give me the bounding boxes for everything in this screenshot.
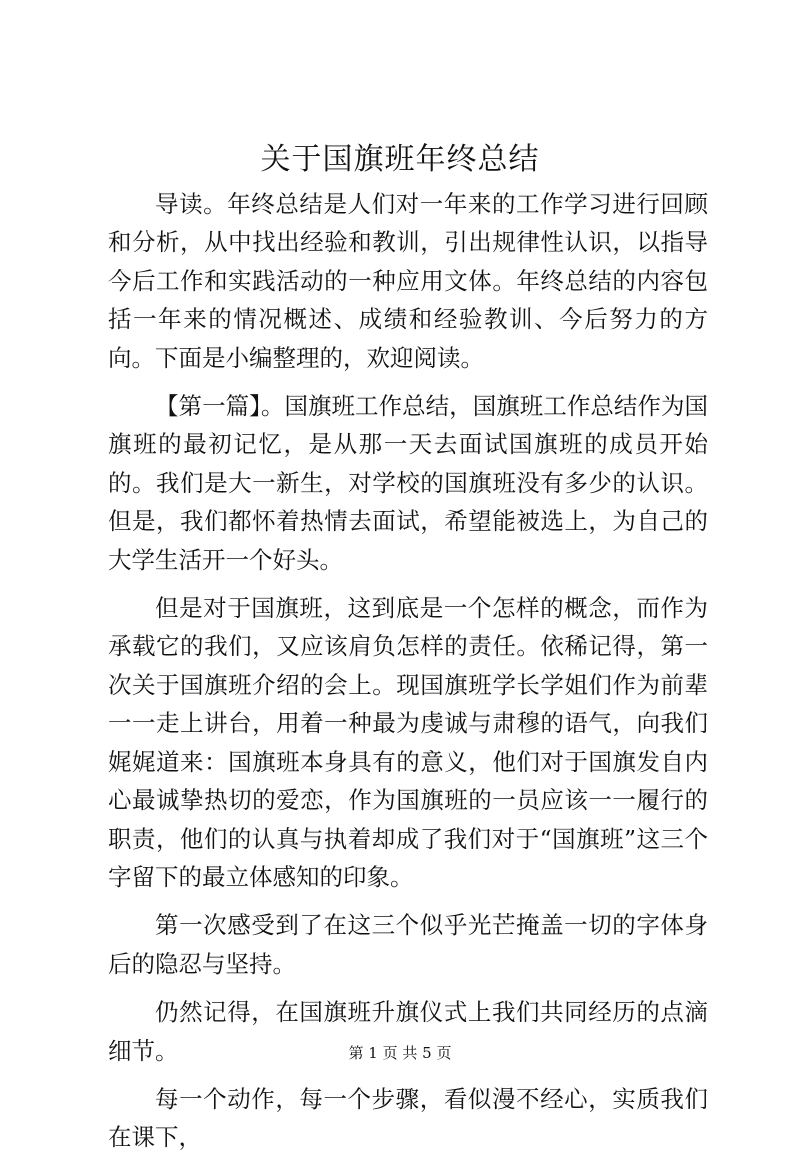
paragraph-first-feeling: 第一次感受到了在这三个似乎光芒掩盖一切的字体身后的隐忍与坚持。 xyxy=(108,911,708,978)
paragraph-first-section: 【第一篇】。国旗班工作总结，国旗班工作总结作为国旗班的最初记忆，是从那一天去面试国旗班的成员开始的。我们是大一新生，对学校的国旗班没有多少的认识。但是，我们都怀着热情去面试，希望能被选上，为自己的大学生活开一个好头。 xyxy=(108,392,708,574)
paragraph-memory: 仍然记得，在国旗班升旗仪式上我们共同经历的点滴细节。 xyxy=(108,998,708,1065)
page-number-footer: 第 1 页 共 5 页 xyxy=(348,1044,452,1062)
document-title: 关于国旗班年终总结 xyxy=(260,142,540,177)
document-body xyxy=(108,185,708,1157)
paragraph-actions: 每一个动作，每一个步骤，看似漫不经心，实质我们在课下， xyxy=(108,1084,708,1152)
paragraph-intro: 导读。年终总结是人们对一年来的工作学习进行回顾和分析，从中找出经验和教训，引出规律性认识，以指导今后工作和实践活动的一种应用文体。年终总结的内容包括一年来的情况概述、成绩和经验教训、今后努力的方向。下面是小编整理的，欢迎阅读。 xyxy=(108,190,708,372)
paragraph-concept: 但是对于国旗班，这到底是一个怎样的概念，而作为承载它的我们，又应该肩负怎样的责任。依稀记得，第一次关于国旗班介绍的会上。现国旗班学长学姐们作为前辈一一走上讲台，用着一种最为虔诚与肃穆的语气，向我们娓娓道来：国旗班本身具有的意义，他们对于国旗发自内心最诚挚热切的爱恋，作为国旗班的一员应该一一履行的职责，他们的认真与执着却成了我们对于“国旗班”这三个字留下的最立体感知的印象。 xyxy=(108,594,708,891)
